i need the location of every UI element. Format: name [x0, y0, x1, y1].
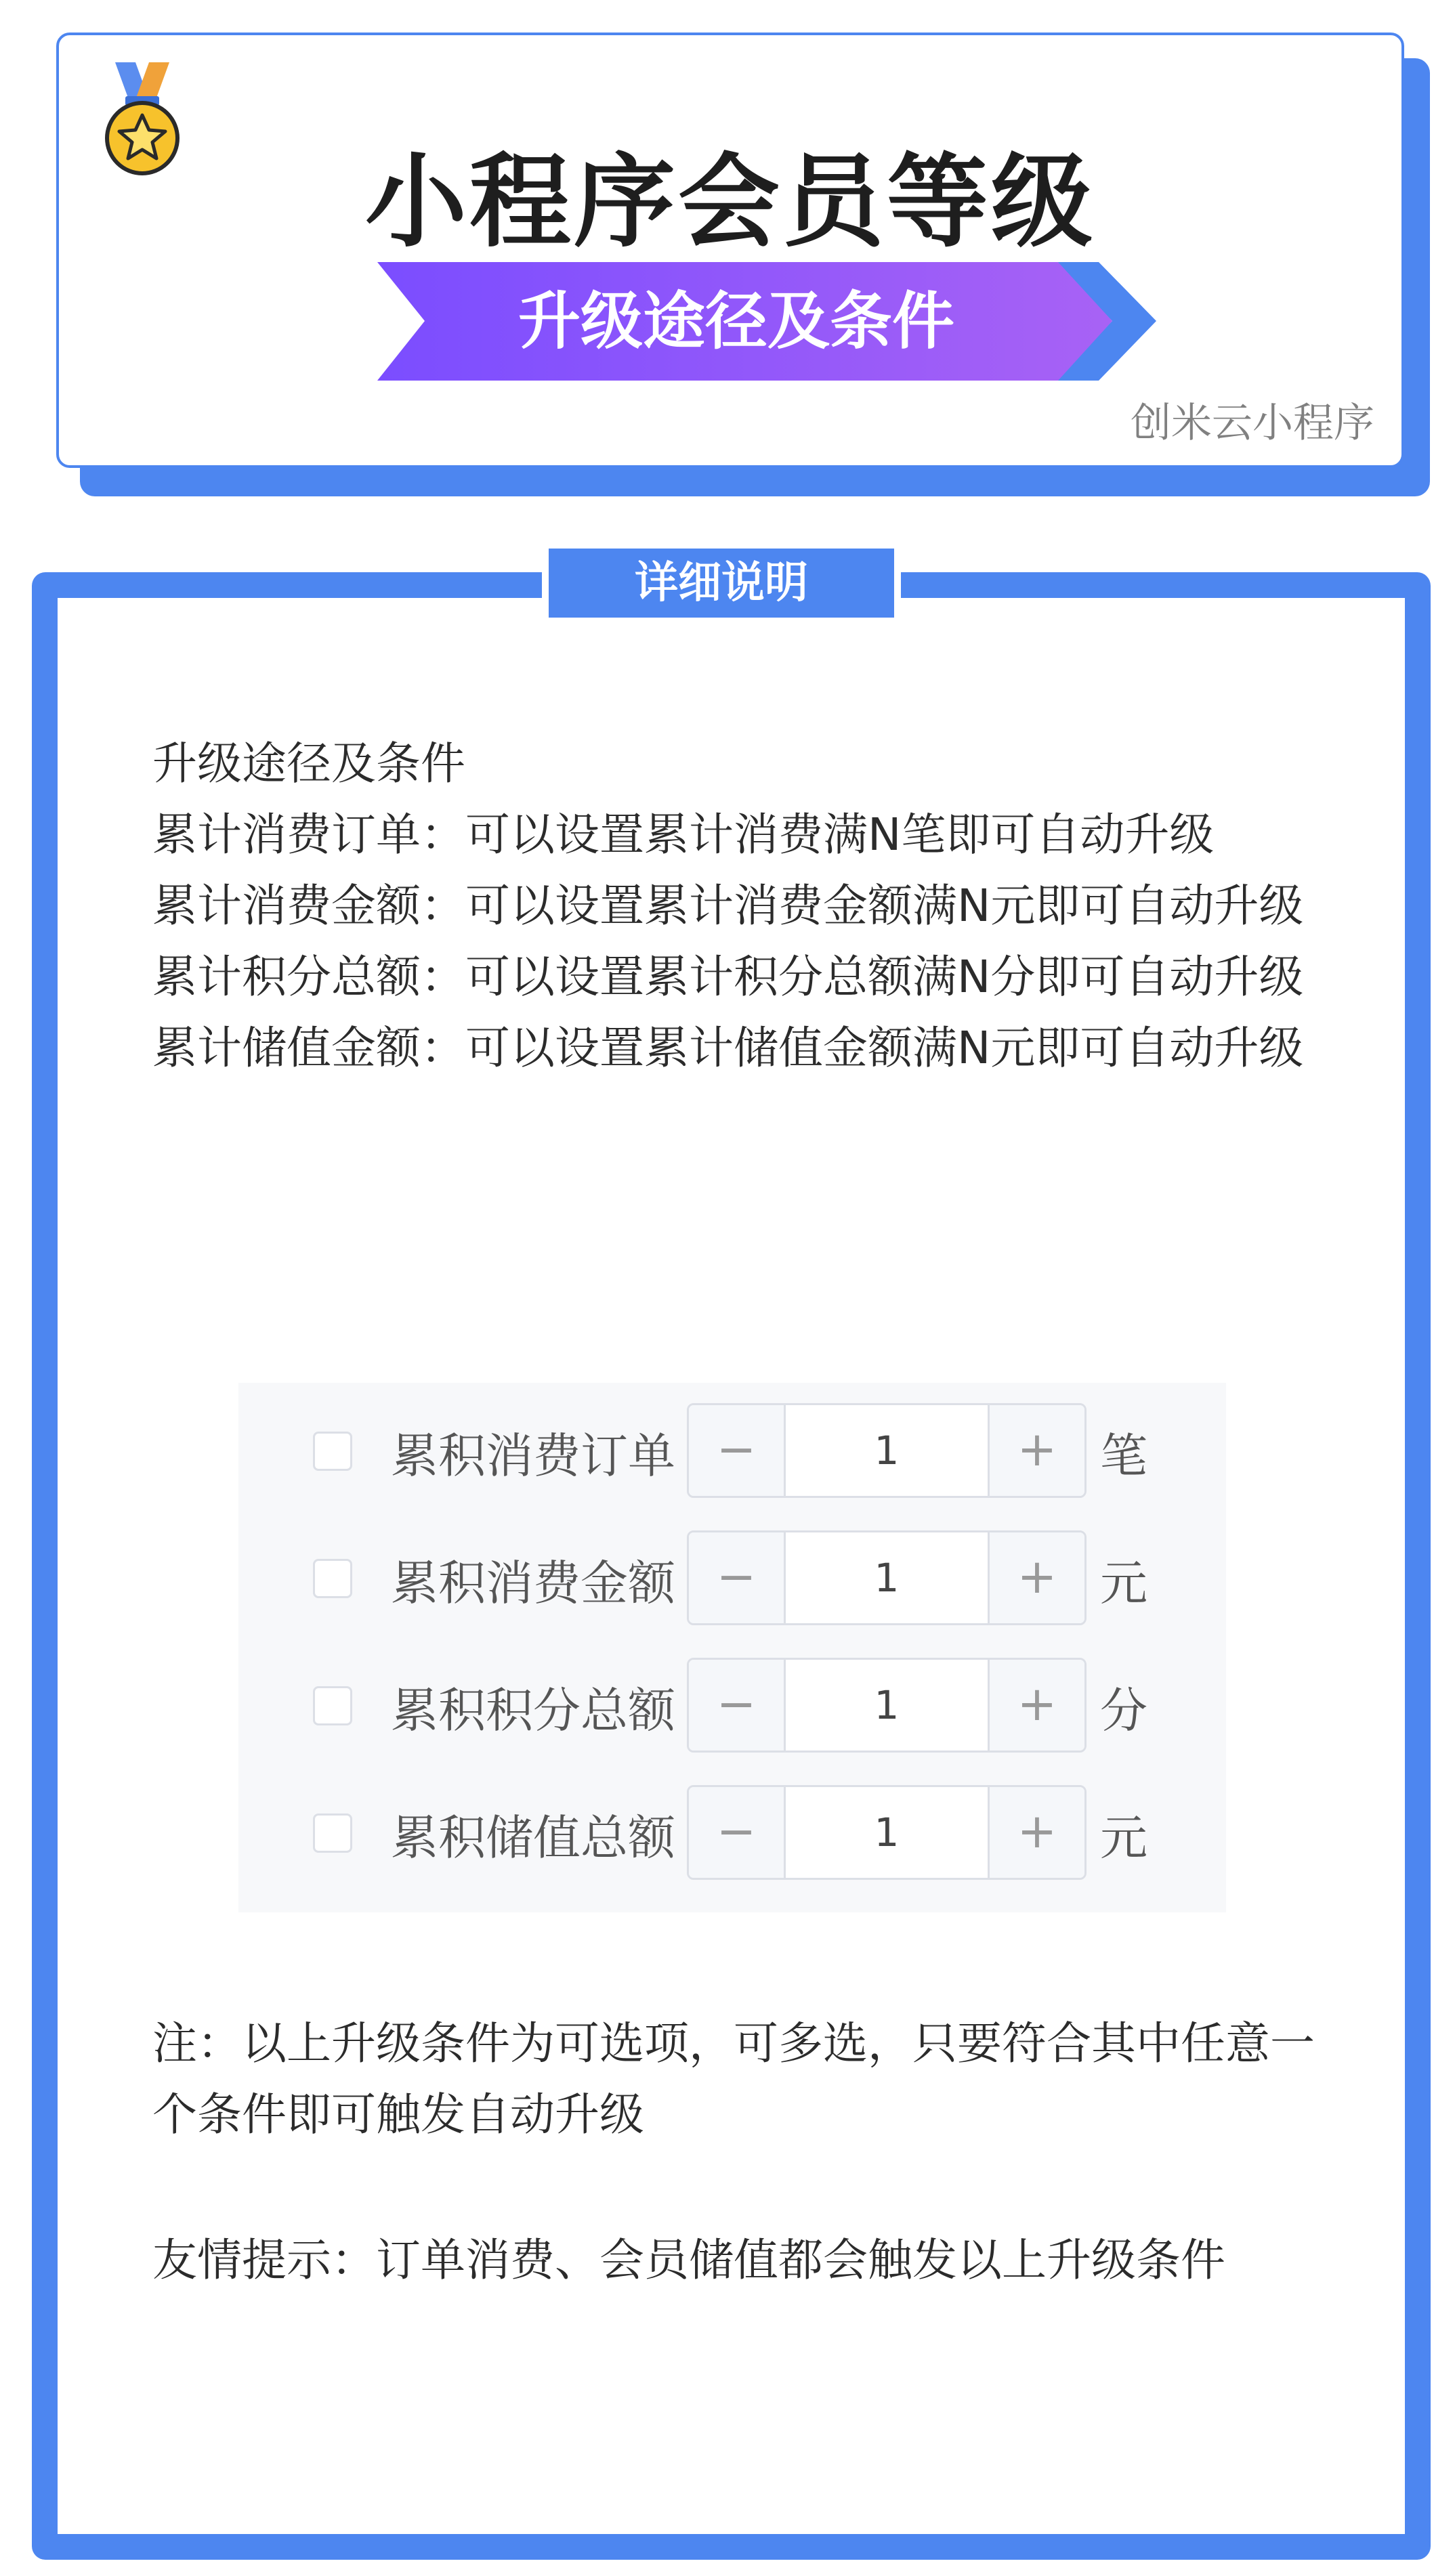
- quantity-stepper: [687, 1785, 1087, 1880]
- checkbox[interactable]: [313, 1686, 352, 1725]
- description-line: 升级途径及条件: [152, 737, 465, 790]
- quantity-input[interactable]: 1: [874, 1809, 900, 1855]
- quantity-stepper: [687, 1658, 1087, 1753]
- increment-button[interactable]: +: [988, 1532, 1084, 1623]
- description-line: 累计储值金额：可以设置累计储值金额满N元即可自动升级: [152, 1022, 1304, 1074]
- condition-row-orders: [238, 1403, 1226, 1498]
- quantity-input[interactable]: 1: [874, 1555, 900, 1601]
- description-line: 累计消费金额：可以设置累计消费金额满N元即可自动升级: [152, 880, 1304, 932]
- unit-label: 元: [1100, 1810, 1147, 1866]
- decrement-button[interactable]: −: [689, 1532, 786, 1623]
- description-line: 累计积分总额：可以设置累计积分总额满N分即可自动升级: [152, 951, 1304, 1003]
- note-text: 注：以上升级条件为可选项，可多选，只要符合其中任意一个条件即可触发自动升级: [152, 2017, 1315, 2141]
- section-tab: 详细说明: [542, 542, 901, 624]
- checkbox[interactable]: [313, 1432, 352, 1471]
- tip-text: 友情提示：订单消费、会员储值都会触发以上升级条件: [152, 2234, 1225, 2286]
- quantity-stepper: [687, 1403, 1087, 1498]
- page-title: 小程序会员等级: [364, 144, 1095, 261]
- condition-label: 累积储值总额: [391, 1810, 675, 1866]
- decrement-button[interactable]: −: [689, 1787, 786, 1878]
- increment-button[interactable]: +: [988, 1787, 1084, 1878]
- increment-button[interactable]: +: [988, 1405, 1084, 1496]
- unit-label: 分: [1100, 1683, 1147, 1738]
- quantity-input[interactable]: 1: [874, 1427, 900, 1474]
- header-card: [56, 33, 1404, 468]
- description-line: 累计消费订单：可以设置累计消费满N笔即可自动升级: [152, 809, 1215, 861]
- checkbox[interactable]: [313, 1559, 352, 1598]
- ribbon-label: 升级途径及条件: [518, 285, 954, 358]
- condition-label: 累积积分总额: [391, 1683, 675, 1738]
- condition-label: 累积消费订单: [391, 1428, 675, 1484]
- unit-label: 笔: [1100, 1428, 1147, 1484]
- condition-label: 累积消费金额: [391, 1555, 675, 1611]
- checkbox[interactable]: [313, 1813, 352, 1853]
- quantity-input[interactable]: 1: [874, 1682, 900, 1728]
- brand-label: 创米云小程序: [1131, 400, 1374, 447]
- condition-row-stored-value: [238, 1785, 1226, 1880]
- decrement-button[interactable]: −: [689, 1405, 786, 1496]
- condition-row-points: [238, 1658, 1226, 1753]
- unit-label: 元: [1100, 1555, 1147, 1611]
- upgrade-conditions-form: [238, 1383, 1226, 1912]
- description-block: [152, 728, 1345, 1083]
- increment-button[interactable]: +: [988, 1660, 1084, 1751]
- quantity-stepper: [687, 1530, 1087, 1625]
- decrement-button[interactable]: −: [689, 1660, 786, 1751]
- condition-row-amount: [238, 1530, 1226, 1625]
